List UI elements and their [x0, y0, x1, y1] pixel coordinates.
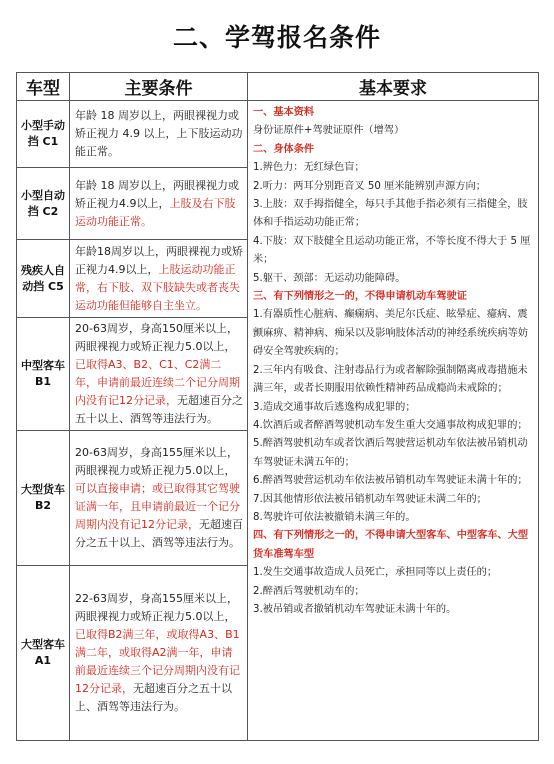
requirement-item: 3.造成交通事故后逃逸构成犯罪的；: [253, 401, 416, 413]
condition-text: 20-63周岁，身高150厘米以上，两眼裸视力或矫正视力5.0以上，: [75, 322, 238, 353]
requirement-heading: 四、有下列情形之一的，不得申请大型客车、中型客车、大型货车准驾车型: [253, 530, 529, 560]
vehicle-type-cell: 大型客车 A1: [17, 566, 70, 741]
requirements-table: [16, 72, 539, 741]
requirement-item: 7.因其他情形依法被吊销机动车驾驶证未满二年的；: [253, 493, 487, 505]
requirement-item: 4.下肢：双下肢健全且运动功能正常，不等长度不得大于 5 厘米；: [253, 235, 531, 266]
condition-text: 年龄 18 周岁以上，两眼裸视力或矫正视力4.9以上，: [75, 178, 239, 210]
requirement-item: 5.醉酒驾驶机动车或者饮酒后驾驶营运机动车依法被吊销机动车驾驶证未满五年的；: [253, 438, 528, 468]
condition-text: 无超速百分之五十以上、酒驾等违法行为。: [75, 518, 243, 549]
table-row: [17, 101, 539, 168]
condition-text: 20-63周岁，身高155厘米以上，两眼裸视力或矫正视力5.0以上，: [75, 446, 238, 477]
page-title: 二、学驾报名条件: [172, 23, 381, 52]
requirement-item: 2.醉酒后驾驶机动车的；: [253, 585, 365, 597]
condition-highlight-text: 上肢及右下肢运动功能正常。: [75, 196, 236, 228]
requirement-item: 1.辨色力：无红绿色盲；: [253, 162, 365, 174]
condition-text: 无超速百分之五十以上、酒驾等违法行为。: [75, 682, 232, 713]
vehicle-type-cell: 大型货车 B2: [17, 431, 70, 566]
condition-text: 无超速百分之五十以上、酒驾等违法行为。: [75, 394, 243, 425]
condition-highlight-text: 已取得A3、B2、C1、C2满二年，申请前最近连续二个记分周期内没有记12分记录，: [75, 358, 240, 407]
vehicle-type-cell: 小型手动挡 C1: [17, 101, 70, 168]
requirement-heading: 二、身体条件: [253, 143, 315, 155]
requirement-heading: 三、有下列情形之一的，不得申请机动车驾驶证: [253, 291, 467, 303]
header-main-conditions: 主要条件: [70, 73, 248, 101]
main-condition-cell: [70, 168, 248, 240]
requirement-item: 5.躯干、颈部：无运动功能障碍。: [253, 272, 406, 284]
vehicle-type-cell: 残疾人自动挡 C5: [17, 240, 70, 318]
condition-text: 年龄 18 周岁以上，两眼裸视力或矫正视力 4.9 以上，上下肢运动功能正常。: [75, 109, 243, 158]
condition-highlight-text: 已取得B2满三年，或取得A3、B1满二年，或取得A2满一年，申请前最近连续三个记分周期内没有记12分记录，: [75, 628, 240, 695]
condition-text: 22-63周岁，身高155厘米以上，两眼裸视力或矫正视力5.0以上，: [75, 592, 238, 623]
main-condition-cell: [70, 431, 248, 566]
main-condition-cell: [70, 566, 248, 741]
requirement-item: 3.被吊销或者撤销机动车驾驶证未满十年的。: [253, 603, 457, 615]
requirement-item: 身份证原件+驾驶证原件（增驾）: [253, 125, 405, 137]
condition-highlight-text: 上肢运动功能正常，右下肢、双下肢缺失或者丧失运动功能但能够自主坐立。: [75, 262, 240, 312]
requirement-item: 2.听力：两耳分别距音叉 50 厘米能辨别声源方向；: [253, 180, 486, 192]
requirement-item: 2.三年内有吸食、注射毒品行为或者解除强制隔离戒毒措施未满三年，或者长期服用依赖性精神药品成瘾尚未戒除的；: [253, 364, 528, 395]
requirement-item: 4.饮酒后或者醉酒驾驶机动车发生重大交通事故构成犯罪的；: [253, 419, 528, 431]
requirement-item: 6.醉酒驾驶营运机动车依法被吊销机动车驾驶证未满十年的；: [253, 475, 528, 487]
condition-highlight-text: 可以直接申请；或已取得其它驾驶证满一年，且申请前最近一个记分周期内没有记12分记录，: [75, 482, 240, 531]
requirement-item: 1.有器质性心脏病、癫痫病、美尼尔氏症、眩晕症、癔病、震颤麻痹、精神病、痴呆以及影响肢体活动的神经系统疾病等妨碍安全驾驶疾病的；: [253, 309, 529, 358]
header-type: 车型: [17, 73, 70, 101]
table-header-row: [17, 73, 539, 101]
basic-requirements-cell: [248, 101, 539, 741]
main-condition-cell: [70, 240, 248, 318]
main-condition-cell: [70, 318, 248, 431]
condition-text: 年龄18周岁以上，两眼裸视力或矫正视力4.9以上，: [75, 244, 243, 276]
requirement-heading: 一、基本资料: [253, 107, 315, 118]
vehicle-type-cell: 小型自动挡 C2: [17, 168, 70, 240]
requirement-item: 3.上肢：双手拇指健全，每只手其他手指必须有三指健全，肢体和手指运动功能正常；: [253, 199, 528, 229]
requirement-item: 1.发生交通事故造成人员死亡，承担同等以上责任的；: [253, 567, 498, 579]
header-basic-requirements: 基本要求: [248, 73, 539, 101]
main-condition-cell: [70, 101, 248, 168]
vehicle-type-cell: 中型客车 B1: [17, 318, 70, 431]
requirement-item: 8.驾驶许可依法被撤销未满三年的。: [253, 511, 416, 523]
